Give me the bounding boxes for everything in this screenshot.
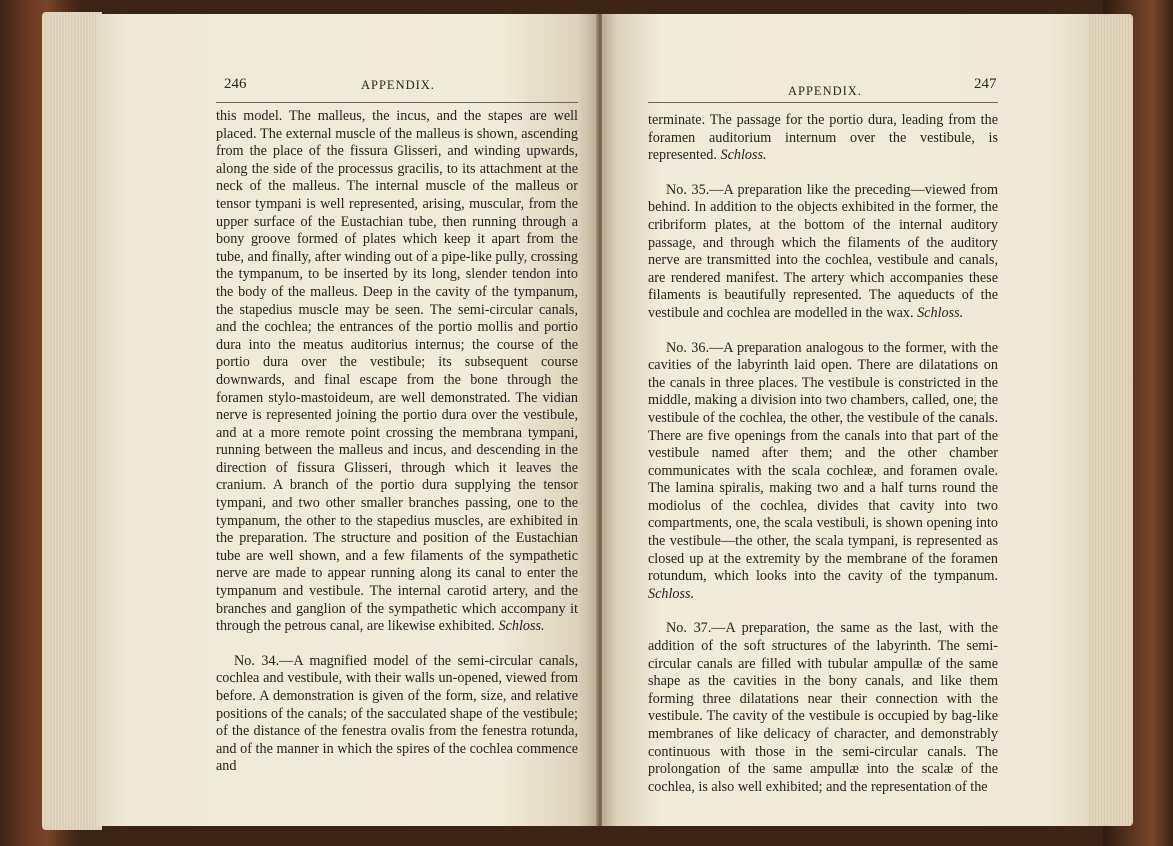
paragraph [648,340,998,604]
signature: Schloss. [498,618,545,635]
paragraph-text: No. 37.—A preparation, the same as the last, with the addition of the soft structures of the labyrinth. The semi-circular canals are filled with tubular ampullæ of the same shape as the cavities in the bony canals, and like them forming three dilatations near their connection with the vestibule. The cavity of the vestibule is occupied by bag-like membranes of like delicacy of character, and demonstrably continuous with those in the semi-circular canals. The prolongation of the same ampullæ into the scalæ of the cochlea, is also well exhibited; and the representation of the [648,620,998,795]
paragraph-text: this model. The malleus, the incus, and the stapes are well placed. The external muscle of the malleus is shown, ascending from the place of the fissura Glisseri, and winding upwards, along the side of the processus gracilis, to its attachment at the neck of the malleus. The internal muscle of the malleus or tensor tympani is well represented, arising, muscular, from the upper surface of the Eustachian tube, then running through a bony groove formed of plates which keep it apart from the tube, and finally, after winding out of a pipe-like pully, crossing the tympanum, to be inserted by its long, slender tendon into the body of the malleus. Deep in the cavity of the tympanum, the stapedius muscle may be seen. The semi-circular canals, and the cochlea; the entrances of the portio mollis and portio dura into the meatus auditorius internus; the course of the portio dura over the vestibule; its subsequent course downwards, and final escape from the bone through the foramen stylo-mastoideum, are well demonstrated. The vidian nerve is represented joining the portio dura over the vestibule, and at a more remote point crossing the membrana tympani, running between the malleus and incus, and descending in the direction of fissura Glisseri, through which it leaves the cranium. A branch of the portio dura supplying the tensor tympani, and two other smaller branches passing, one to the tympanum, the other to the stapedius muscles, are exhibited in the preparation. The structure and position of the Eustachian tube are well shown, and a few filaments of the sympathetic nerve are made to appear running along its canal to enter the tympanum and vestibule. The internal carotid artery, and the branches and ganglion of the sympathetic which accompany it through the petrous canal, are likewise exhibited. [216,108,578,635]
running-head: APPENDIX. [361,78,435,92]
signature: Schloss. [917,304,964,321]
paragraph-text: No. 36.—A preparation analogous to the former, with the cavities of the labyrinth laid open. There are dilatations on the canals in three places. The vestibule is constricted in the middle, making a division into two chambers, called, one, the vestibule of the cochlea, the other, the vestibule of the canals. There are five openings from the canals into that part of the vestibule named after them; and the other chamber communicates with the scala cochleæ, and foramen ovale. The lamina spiralis, making two and a half turns round the modiolus of the cochlea, divides that cavity into two compartments, one, the scala vestibuli, is shown opening into the vestibule—the other, the scala tympani, is represented as closed up at the extremity by the membrane of the foramen rotundum, which looks into the cavity of the tympanum. [648,339,998,585]
right-page-edges [1085,14,1133,826]
page-number: 246 [224,76,247,92]
left-page [96,14,598,826]
paragraph-text: No. 35.—A preparation like the preceding—viewed from behind. In addition to the objects exhibited in the former, the cribriform plates, at the bottom of the internal auditory passage, and through which the filaments of the auditory nerve are transmitted into the cochlea, vestibule and canals, are rendered manifest. The artery which accompanies these filaments is beautifully represented. The aqueducts of the vestibule and cochlea are modelled in the wax. [648,181,998,321]
left-page-edges [42,12,102,830]
paragraph [216,108,578,636]
signature: Schloss. [720,147,767,164]
header-rule [216,102,578,103]
paragraph [648,620,998,796]
paragraph-text: terminate. The passage for the portio dura, leading from the foramen auditorium internum over the vestibule, is represented. [648,112,998,164]
running-head: APPENDIX. [788,84,862,98]
text-column [216,108,578,793]
page-number: 247 [974,76,997,92]
paragraph [648,182,998,323]
paragraph [216,653,578,776]
right-page [602,14,1088,826]
paragraph-text: No. 34.—A magnified model of the semi-circular canals, cochlea and vestibule, with their walls un-opened, viewed from before. A demonstration is given of the form, size, and relative positions of the canals; of the sacculated shape of the vestibule; of the distance of the fenestra ovalis from the fenestra rotunda, and of the manner in which the spires of the cochlea commence and [216,652,578,775]
signature: Schloss. [648,585,695,602]
header-rule [648,102,998,103]
text-column [648,112,998,813]
paragraph [648,112,998,165]
